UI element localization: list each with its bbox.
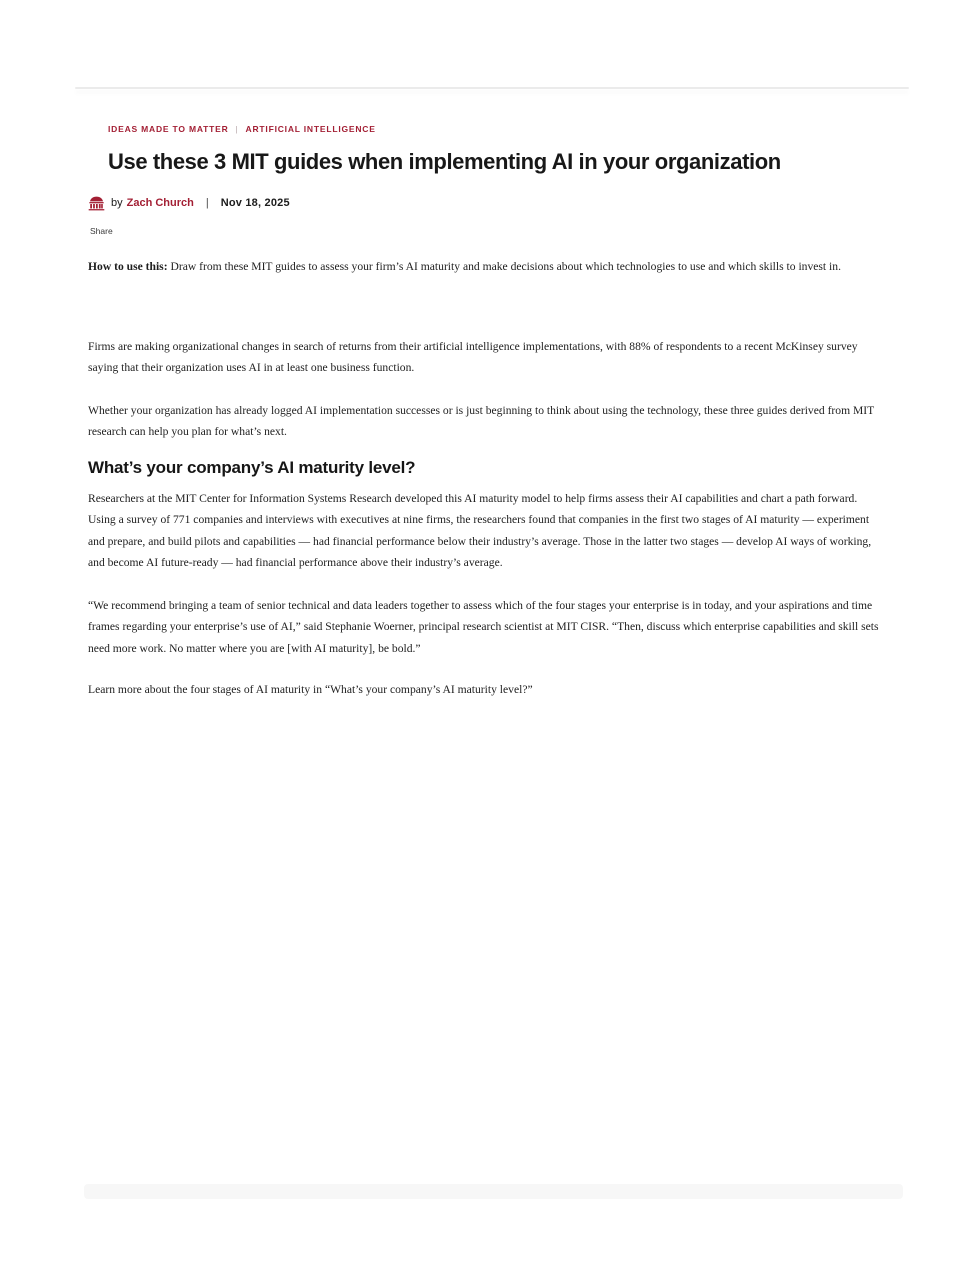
- section-paragraph-learn-more: Learn more about the four stages of AI maturity in “What’s your company’s AI maturity level?”: [88, 683, 533, 696]
- publish-date: Nov 18, 2025: [220, 197, 290, 209]
- share-button[interactable]: Share: [90, 226, 113, 236]
- byline: [88, 194, 290, 212]
- author-link[interactable]: Zach Church: [126, 197, 194, 209]
- section-heading: What’s your company’s AI maturity level?: [88, 458, 416, 477]
- mit-dome-icon: [88, 196, 105, 211]
- byline-prefix: by: [111, 197, 123, 209]
- section-paragraph-quote: “We recommend bringing a team of senior technical and data leaders together to assess which of the four stages your enterprise is in today, and your aspirations and time frames regarding your enterprise’s use of AI,” said Stephanie Woerner, principal research scientist at MIT CISR. “Then, discuss which enterprise capabilities and skill sets need more work. No matter where you are [with AI maturity], be bold.”: [88, 599, 879, 655]
- intro-text: Draw from these MIT guides to assess your firm’s AI maturity and make decisions about which technologies to use and which skills to invest in.: [167, 260, 841, 273]
- body-paragraph-1: Firms are making organizational changes in search of returns from their artificial intelligence implementations, with 88% of respondents to a recent McKinsey survey saying that their organization uses AI in at least one business function.: [88, 340, 858, 375]
- body-paragraph-2: Whether your organization has already logged AI implementation successes or is just beginning to think about using the technology, these three guides derived from MIT research can help you plan for what’s next.: [88, 404, 875, 439]
- intro-paragraph: [88, 256, 880, 277]
- page-title: Use these 3 MIT guides when implementing AI in your organization: [108, 149, 781, 174]
- topic-link-artificial-intelligence[interactable]: ARTIFICIAL INTELLIGENCE: [245, 124, 376, 134]
- section-paragraph-1: Researchers at the MIT Center for Information Systems Research developed this AI maturity model to help firms assess their AI capabilities and chart a path forward. Using a survey of 771 companies and interviews with executives at nine firms, the researchers found that companies in the first two stages of AI maturity — experiment and prepare, and build pilots and capabilities — had financial performance below their industry’s average. Those in the latter two stages — develop AI ways of working, and become AI future-ready — had financial performance above their industry’s average.: [88, 492, 872, 570]
- article-body: [88, 0, 880, 1280]
- section-link-ideas-made-to-matter[interactable]: IDEAS MADE TO MATTER: [108, 124, 229, 134]
- content-placeholder-bar: [84, 1184, 903, 1199]
- byline-separator: |: [205, 197, 209, 209]
- breadcrumb-separator: |: [235, 124, 239, 134]
- breadcrumb: [108, 124, 376, 134]
- intro-lead: How to use this:: [88, 260, 168, 273]
